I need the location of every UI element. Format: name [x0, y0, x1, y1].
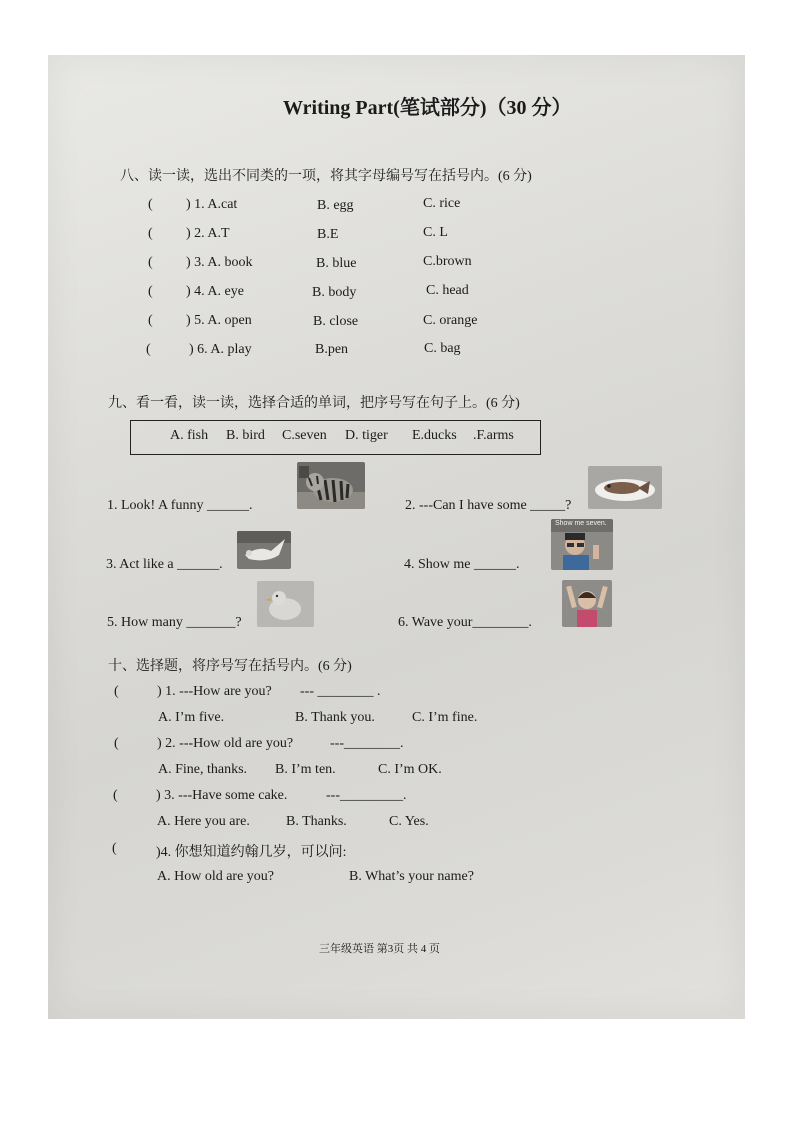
option-c: C. L — [423, 225, 448, 240]
answer-blank: --- ________ . — [300, 684, 381, 699]
option-b: B. blue — [316, 256, 357, 271]
question-a: ) 4. A. eye — [186, 284, 244, 299]
option-b: B. egg — [317, 198, 354, 213]
answer-bracket-open[interactable]: ( — [113, 788, 118, 803]
question-a: ) 3. A. book — [186, 255, 253, 270]
page-footer: 三年级英语 第3页 共 4 页 — [319, 943, 440, 955]
option-c: C. orange — [423, 313, 478, 328]
option: B. What’s your name? — [349, 869, 474, 884]
answer-bracket-open[interactable]: ( — [148, 313, 153, 328]
option: C. I’m OK. — [378, 762, 442, 777]
page-title: Writing Part(笔试部分)（30 分） — [283, 97, 572, 119]
answer-bracket-open[interactable]: ( — [114, 736, 119, 751]
ducks-picture — [257, 581, 314, 627]
question-stem: ) 2. ---How old are you? — [157, 736, 294, 751]
option: B. Thank you. — [295, 710, 375, 725]
option-c: C. rice — [423, 196, 461, 211]
section8-heading: 八、读一读，选出不同类的一项，将其字母编号写在括号内。(6 分) — [120, 169, 532, 184]
answer-bracket-open[interactable]: ( — [114, 684, 119, 699]
fill-sentence: 6. Wave your________. — [398, 615, 532, 630]
word-bank-item: A. fish — [170, 428, 209, 443]
question-stem: ) 3. ---Have some cake. — [156, 788, 288, 803]
word-bank-item: D. tiger — [345, 428, 388, 443]
word-bank-item: C.seven — [282, 428, 327, 443]
answer-bracket-open[interactable]: ( — [148, 197, 153, 212]
option: A. How old are you? — [157, 869, 275, 884]
fill-sentence: 4. Show me ______. — [404, 557, 520, 572]
question-stem: )4. 你想知道约翰几岁，可以问: — [156, 845, 347, 860]
option-c: C.brown — [423, 254, 472, 269]
answer-blank: ---________. — [330, 736, 404, 751]
answer-bracket-open[interactable]: ( — [148, 226, 153, 241]
option-c: C. bag — [424, 341, 461, 356]
bird-picture — [237, 531, 291, 569]
option-b: B. body — [312, 285, 357, 300]
answer-bracket-open[interactable]: ( — [148, 255, 153, 270]
answer-bracket-open[interactable]: ( — [146, 342, 151, 357]
option: C. I’m fine. — [412, 710, 478, 725]
section10-heading: 十、选择题，将序号写在括号内。(6 分) — [108, 659, 352, 674]
fill-sentence: 2. ---Can I have some _____? — [405, 498, 572, 513]
question-a: ) 1. A.cat — [186, 197, 238, 212]
arms-picture — [562, 580, 612, 627]
answer-bracket-open[interactable]: ( — [112, 841, 117, 856]
option: C. Yes. — [389, 814, 429, 829]
option: A. Fine, thanks. — [158, 762, 248, 777]
answer-blank: ---_________. — [326, 788, 407, 803]
option: A. Here you are. — [157, 814, 250, 829]
option: B. I’m ten. — [275, 762, 336, 777]
section9-heading: 九、看一看，读一读，选择合适的单词，把序号写在句子上。(6 分) — [108, 396, 520, 411]
question-a: ) 6. A. play — [189, 342, 252, 357]
fill-sentence: 1. Look! A funny ______. — [107, 498, 253, 513]
question-a: ) 2. A.T — [186, 226, 230, 241]
option-c: C. head — [426, 283, 469, 298]
option-b: B. close — [313, 314, 359, 329]
word-bank-item: E.ducks — [412, 428, 457, 443]
answer-bracket-open[interactable]: ( — [148, 284, 153, 299]
question-a: ) 5. A. open — [186, 313, 252, 328]
picture-caption: Show me seven. — [555, 520, 607, 527]
option-b: B.pen — [315, 342, 349, 357]
option-b: B.E — [317, 227, 339, 242]
word-bank-item: B. bird — [226, 428, 265, 443]
seven-picture — [551, 519, 613, 570]
option: B. Thanks. — [286, 814, 347, 829]
word-bank-item: .F.arms — [473, 428, 514, 443]
fish-dish-picture — [588, 466, 662, 509]
option: A. I’m five. — [158, 710, 225, 725]
fill-sentence: 3. Act like a ______. — [106, 557, 223, 572]
tiger-picture — [297, 462, 365, 509]
fill-sentence: 5. How many _______? — [107, 615, 242, 630]
question-stem: ) 1. ---How are you? — [157, 684, 272, 699]
